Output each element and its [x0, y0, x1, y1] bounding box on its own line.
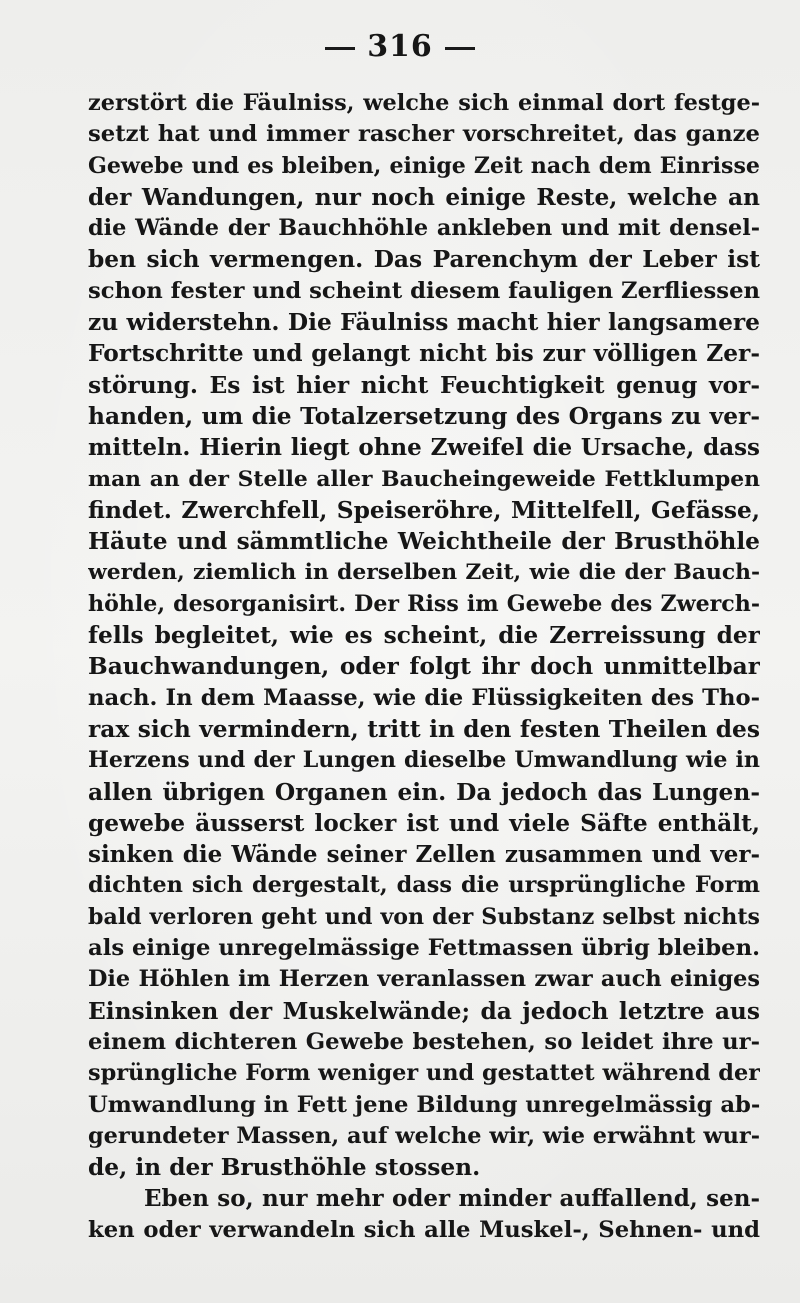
right-dash — [445, 47, 475, 50]
text-line: der Wandungen, nur noch einige Reste, welche an — [88, 183, 760, 211]
text-line: einem dichteren Gewebe bestehen, so leidet ihre ur- — [88, 1028, 760, 1055]
text-line: gewebe äusserst locker ist und viele Säfte enthält, — [88, 809, 760, 837]
text-line: zu widerstehn. Die Fäulniss macht hier langsamere — [88, 309, 760, 337]
paragraph-end-line: de, in der Brusthöhle stossen. — [88, 1154, 481, 1182]
text-line: findet. Zwerchfell, Speiseröhre, Mittelfell, Gefässe, — [88, 496, 760, 524]
text-line: setzt hat und immer rascher vorschreitet, das ganze — [88, 121, 760, 148]
page-number-header — [0, 30, 800, 64]
text-line: Häute und sämmtliche Weichtheile der Brusthöhle — [88, 528, 760, 556]
page-number: 316 — [367, 29, 433, 64]
text-line: Fortschritte und gelangt nicht bis zur völligen Zer- — [88, 340, 760, 368]
text-line: sprüngliche Form weniger und gestattet während der — [88, 1060, 760, 1087]
text-line: Bauchwandungen, oder folgt ihr doch unmittelbar — [88, 653, 760, 681]
text-line: bald verloren geht und von der Substanz selbst nichts — [88, 903, 760, 930]
text-line: gerundeter Massen, auf welche wir, wie erwähnt wur- — [88, 1122, 760, 1149]
text-line: ben sich vermengen. Das Parenchym der Leber ist — [88, 246, 760, 274]
text-line: fells begleitet, wie es scheint, die Zerreissung der — [88, 622, 760, 650]
text-line: handen, um die Totalzersetzung des Organs zu ver- — [88, 402, 760, 430]
text-line: die Wände der Bauchhöhle ankleben und mit densel- — [88, 215, 760, 242]
text-line: Einsinken der Muskelwände; da jedoch letztre aus — [88, 997, 760, 1025]
text-line: ken oder verwandeln sich alle Muskel-, Sehnen- und — [88, 1216, 760, 1243]
text-line: höhle, desorganisirt. Der Riss im Gewebe des Zwerch- — [88, 590, 760, 617]
text-line: Die Höhlen im Herzen veranlassen zwar auch einiges — [88, 966, 760, 993]
paragraph-start-line: Eben so, nur mehr oder minder auffallend, sen- — [144, 1185, 760, 1213]
text-line: nach. In dem Maasse, wie die Flüssigkeiten des Tho- — [88, 684, 760, 711]
text-line: werden, ziemlich in derselben Zeit, wie die der Bauch- — [88, 560, 760, 586]
left-dash — [325, 47, 355, 50]
text-line: allen übrigen Organen ein. Da jedoch das Lungen- — [88, 778, 760, 806]
text-line: rax sich vermindern, tritt in den festen Theilen des — [88, 715, 760, 743]
text-line: schon fester und scheint diesem fauligen Zerfliessen — [88, 277, 760, 304]
text-line: Gewebe und es bleiben, einige Zeit nach dem Einrisse — [88, 152, 760, 179]
text-line: dichten sich dergestalt, dass die ursprüngliche Form — [88, 872, 760, 899]
text-line: zerstört die Fäulniss, welche sich einmal dort festge- — [88, 90, 760, 116]
text-line: sinken die Wände seiner Zellen zusammen und ver- — [88, 841, 760, 869]
text-line: Umwandlung in Fett jene Bildung unregelmässig ab- — [88, 1091, 760, 1118]
text-line: störung. Es ist hier nicht Feuchtigkeit genug vor- — [88, 371, 760, 399]
text-line: mitteln. Hierin liegt ohne Zweifel die Ursache, dass — [88, 434, 760, 462]
text-line: Herzens und der Lungen dieselbe Umwandlung wie in — [88, 747, 760, 774]
text-line: als einige unregelmässige Fettmassen übrig bleiben. — [88, 935, 760, 962]
body-text — [88, 88, 760, 1246]
text-line: man an der Stelle aller Baucheingeweide Fettklumpen — [88, 466, 760, 492]
